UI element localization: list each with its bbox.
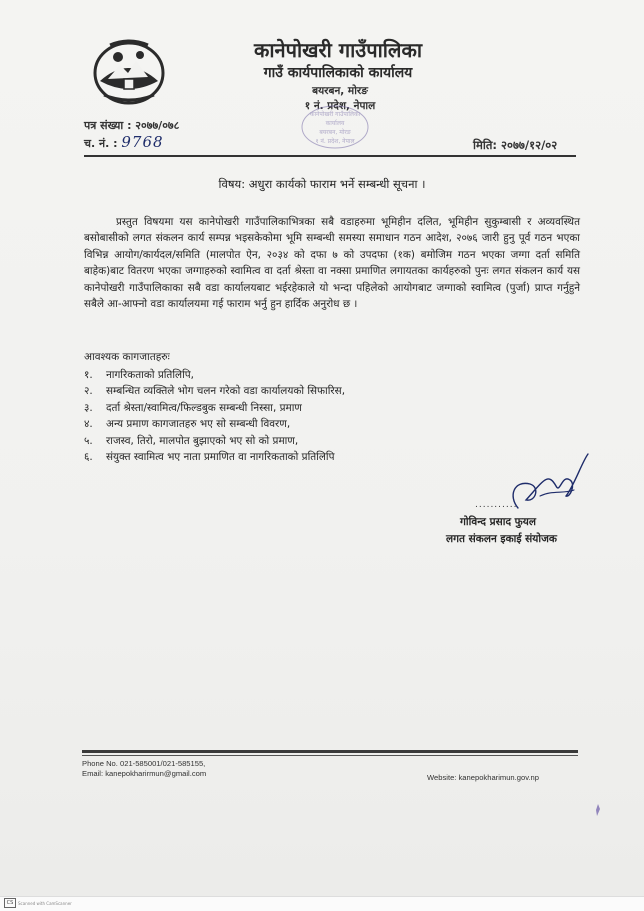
- list-item: ४. अन्य प्रमाण कागजातहरु भए सो सम्बन्धी विवरण,: [84, 418, 291, 431]
- footer-phone: Phone No. 021-585001/021-585155,: [82, 759, 206, 768]
- ink-spot-icon: [593, 803, 603, 817]
- office-stamp: [300, 104, 370, 150]
- office-province: १ नं. प्रदेश, नेपाल: [304, 100, 376, 112]
- dispatch-number: 9768: [121, 133, 164, 151]
- stamp-line-2: कार्यालय: [325, 120, 345, 127]
- list-item: ३. दर्ता श्रेस्ता/स्वामित्व/फिल्डबुक सम्बन्धी निस्सा, प्रमाण: [84, 401, 302, 414]
- scanner-watermark: [4, 898, 72, 908]
- dispatch-number-line: [84, 133, 164, 151]
- footer-website: Website: kanepokharimun.gov.np: [427, 773, 540, 782]
- notice-paragraph: प्रस्तुत विषयमा यस कानेपोखरी गाउँपालिकाभित्रका सबै वडाहरुमा भूमिहीन दलित, भूमिहीन सुकुम्बासी र अव्यवस्थित बसोबासीको लगत संकलन कार्य सम्पन्न भइसकेकोमा भूमि सम्बन्धी समस्या समाधान गठन आदेश, २०७६ जारी हुनु पूर्व गठन भएका विभिन्न आयोग/कार्यदल/समिति (मालपोत ऐन, २०३४ को दफा ७ को उपदफा (१क) बमोजिम गठन भएका जग्गा दर्ता समिति बाहेक)बाट वितरण भएका जग्गाहरुको स्वामित्व वा दर्ता श्रेस्ता वा नक्सा प्रमाणित लगायतका कार्यहरुको पुनः लगत संकलन कार्य यस कानेपोखरी गाउँपालिकाका सबै वडा कार्यालयबाट भईरहेकाले यो भन्दा पहिलेको आयोगबाट जग्गाको स्वामित्व (पुर्जा) प्राप्त गर्नुहुने सबैले आ-आफ्नो वडा कार्यालयमा गई फाराम भर्नु हुन हार्दिक अनुरोध छ ।: [84, 216, 580, 311]
- list-item: ५. राजस्व, तिरो, मालपोत बुझाएको भए सो को प्रमाण,: [84, 434, 299, 447]
- list-item: १. नागरिकताको प्रतिलिपि,: [84, 369, 194, 381]
- signature-line: ...........: [475, 500, 518, 510]
- office-name: गाउँ कार्यपालिकाको कार्यालय: [263, 65, 413, 81]
- letter-number: पत्र संख्या : २०७७/०७८: [84, 119, 180, 132]
- stamp-line-1: कानेपोखरी गाउँपालिका: [309, 111, 361, 118]
- scanner-label: Scanned with CamScanner: [18, 900, 72, 906]
- signatory-title: लगत संकलन इकाई संयोजक: [446, 533, 557, 545]
- dispatch-label: च. नं. :: [84, 137, 118, 150]
- required-docs-list: [84, 367, 345, 465]
- footer-divider: [82, 750, 578, 753]
- municipality-emblem-icon: [90, 35, 168, 107]
- stamp-line-3: बयरबन, मोरङ: [319, 129, 351, 136]
- office-address: बयरबन, मोरङ: [312, 85, 368, 97]
- header-divider: [84, 155, 576, 157]
- list-item: ६. संयुक्त स्वामित्व भए नाता प्रमाणित वा नागरिकताको प्रतिलिपि: [84, 451, 335, 464]
- list-item: २. सम्बन्धित व्यक्तिले भोग चलन गरेको वडा कार्यालयको सिफारिस,: [84, 385, 346, 398]
- signatory-name: गोविन्द प्रसाद फुयल: [460, 516, 536, 528]
- scan-footer-strip: [0, 896, 644, 911]
- letter-date: मिति: २०७७/१२/०२: [473, 138, 558, 152]
- footer-divider-thin: [82, 755, 578, 756]
- footer-email: Email: kanepokharirmun@gmail.com: [82, 769, 207, 778]
- required-docs-heading: आवश्यक कागजातहरुः: [84, 351, 170, 363]
- camscanner-icon: CS: [4, 898, 16, 908]
- stamp-line-4: १ नं. प्रदेश, नेपाल: [315, 138, 355, 145]
- subject-line: विषय: अधुरा कार्यको फाराम भर्ने सम्बन्धी सूचना ।: [218, 177, 426, 191]
- org-name: कानेपोखरी गाउँपालिका: [253, 38, 423, 62]
